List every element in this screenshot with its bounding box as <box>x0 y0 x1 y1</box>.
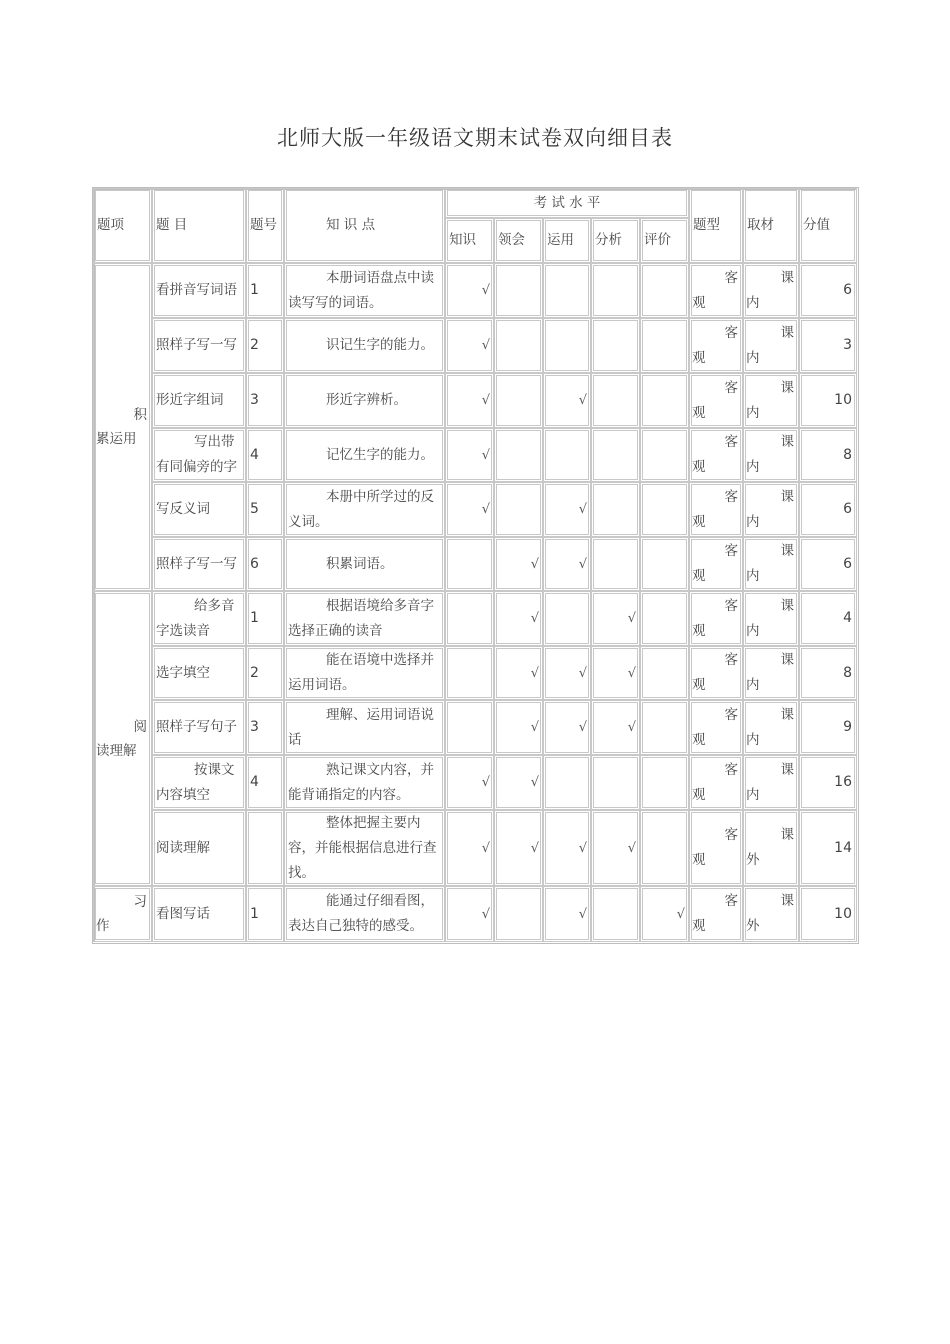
level-mark <box>640 646 689 700</box>
item-text: 给多音字选读音 <box>156 597 235 639</box>
table-row-item <box>152 373 246 428</box>
header-number <box>246 188 284 263</box>
level-mark <box>640 700 689 755</box>
source-text: 课 <box>780 488 794 505</box>
check-mark: √ <box>530 665 539 681</box>
type-text: 观 <box>692 852 706 868</box>
check-mark: √ <box>481 906 490 922</box>
level-mark <box>494 263 543 318</box>
table-row-item <box>152 591 246 646</box>
level-mark <box>543 646 591 700</box>
level-mark <box>591 482 640 537</box>
source-text: 课 <box>780 543 794 559</box>
level-mark <box>543 318 591 373</box>
source-text: 课 <box>780 324 794 341</box>
table-row-number <box>246 373 284 428</box>
check-mark: √ <box>578 502 587 517</box>
level-mark <box>543 537 591 591</box>
number-text: 3 <box>250 392 259 408</box>
category-cell <box>93 263 152 591</box>
header-source <box>743 188 799 263</box>
type-text: 观 <box>692 786 706 803</box>
level-mark <box>445 700 494 755</box>
source-text: 课 <box>780 893 794 909</box>
table-row-item <box>152 537 246 591</box>
table-row-type <box>689 755 743 810</box>
item-text: 阅读理解 <box>156 839 210 856</box>
score-text: 9 <box>843 719 852 735</box>
table-row-knowledge <box>284 263 445 318</box>
knowledge-text: 理解、运用词语说话 <box>288 706 434 748</box>
header-category <box>93 188 152 263</box>
page-title: 北师大版一年级语文期末试卷双向细目表 <box>277 126 673 150</box>
table-row-type <box>689 263 743 318</box>
check-mark: √ <box>530 840 539 856</box>
source-text: 内 <box>746 404 760 421</box>
level-mark <box>591 810 640 886</box>
source-text: 外 <box>746 918 760 934</box>
table-row-score <box>799 591 857 646</box>
item-text: 写反义词 <box>156 501 210 517</box>
knowledge-text: 能通过仔细看图，表达自己独特的感受。 <box>288 893 434 934</box>
header-text: 题 目 <box>156 217 188 233</box>
level-mark <box>591 646 640 700</box>
source-text: 课 <box>780 761 794 778</box>
check-mark: √ <box>481 775 490 790</box>
number-text: 4 <box>250 446 259 463</box>
item-text: 照样子写一写 <box>156 337 237 353</box>
check-mark: √ <box>676 906 685 922</box>
table-row-source <box>743 428 799 482</box>
number-text: 3 <box>250 719 259 735</box>
level-mark <box>445 428 494 482</box>
score-text: 8 <box>843 446 852 463</box>
type-text: 客 <box>724 706 738 723</box>
table-row-item <box>152 755 246 810</box>
table-row-knowledge <box>284 810 445 886</box>
level-mark <box>543 700 591 755</box>
table-row-type <box>689 373 743 428</box>
level-mark <box>543 482 591 537</box>
table-row-item <box>152 700 246 755</box>
level-mark <box>543 810 591 886</box>
table-row-source <box>743 646 799 700</box>
type-text: 客 <box>724 827 738 843</box>
check-mark: √ <box>481 283 490 298</box>
level-mark <box>494 755 543 810</box>
table-row-number <box>246 263 284 318</box>
item-text: 照样子写一写 <box>156 555 237 572</box>
category-first: 阅 <box>133 718 147 735</box>
type-text: 客 <box>724 761 738 778</box>
table-row-score <box>799 373 857 428</box>
source-text: 课 <box>780 379 794 396</box>
category-first: 习 <box>133 894 147 910</box>
level-mark <box>591 318 640 373</box>
table-row-score <box>799 755 857 810</box>
header-level-0 <box>445 218 494 263</box>
check-mark: √ <box>627 840 636 856</box>
score-text: 8 <box>843 664 852 681</box>
table-row-type <box>689 810 743 886</box>
score-text: 3 <box>843 337 852 353</box>
type-text: 客 <box>724 379 738 396</box>
source-text: 内 <box>746 731 760 748</box>
header-text: 取材 <box>747 217 774 233</box>
knowledge-text: 本册中所学过的反义词。 <box>288 488 434 530</box>
knowledge-text: 形近字辨析。 <box>326 392 407 408</box>
table-row-knowledge <box>284 755 445 810</box>
level-mark <box>445 755 494 810</box>
number-text: 5 <box>250 501 259 517</box>
knowledge-text: 熟记课文内容，并能背诵指定的内容。 <box>288 761 434 803</box>
check-mark: √ <box>530 611 539 626</box>
type-text: 观 <box>692 513 706 530</box>
source-text: 课 <box>780 597 794 614</box>
level-mark <box>494 318 543 373</box>
header-level-3 <box>591 218 640 263</box>
check-mark: √ <box>578 840 587 856</box>
item-text: 写出带有同偏旁的字 <box>156 434 237 475</box>
level-mark <box>591 428 640 482</box>
level-mark <box>640 537 689 591</box>
level-mark <box>445 482 494 537</box>
score-text: 10 <box>834 392 852 408</box>
level-mark <box>445 591 494 646</box>
table-row-score <box>799 428 857 482</box>
check-mark: √ <box>578 393 587 408</box>
source-text: 课 <box>780 269 794 286</box>
type-text: 观 <box>692 404 706 421</box>
check-mark: √ <box>530 720 539 735</box>
level-mark <box>640 482 689 537</box>
table-row-source <box>743 373 799 428</box>
header-level-2 <box>543 218 591 263</box>
table-row-knowledge <box>284 646 445 700</box>
level-mark <box>591 537 640 591</box>
check-mark: √ <box>530 775 539 790</box>
score-text: 4 <box>843 610 852 626</box>
number-text: 6 <box>250 555 259 572</box>
check-mark: √ <box>481 840 490 856</box>
table-row-score <box>799 263 857 318</box>
knowledge-text: 本册词语盘点中读读写写的词语。 <box>288 269 434 311</box>
level-mark <box>445 810 494 886</box>
source-text: 内 <box>746 349 760 366</box>
level-mark <box>445 263 494 318</box>
table-row-number <box>246 700 284 755</box>
type-text: 客 <box>724 597 738 614</box>
level-mark <box>640 886 689 942</box>
number-text: 4 <box>250 774 259 790</box>
type-text: 客 <box>724 543 738 559</box>
type-text: 客 <box>724 269 738 286</box>
check-mark: √ <box>530 556 539 572</box>
header-level-4 <box>640 218 689 263</box>
level-mark <box>494 886 543 942</box>
score-text: 16 <box>834 774 852 790</box>
type-text: 客 <box>724 652 738 668</box>
table-row-type <box>689 537 743 591</box>
table-row-number <box>246 537 284 591</box>
type-text: 客 <box>724 488 738 505</box>
table-row-source <box>743 755 799 810</box>
score-text: 6 <box>843 555 852 572</box>
table-row-item <box>152 318 246 373</box>
type-text: 客 <box>724 893 738 909</box>
table-row-type <box>689 886 743 942</box>
level-mark <box>445 886 494 942</box>
header-text: 分析 <box>595 232 622 248</box>
table-row-source <box>743 810 799 886</box>
source-text: 内 <box>746 677 760 693</box>
level-mark <box>640 373 689 428</box>
level-mark <box>445 373 494 428</box>
table-row-number <box>246 646 284 700</box>
knowledge-text: 积累词语。 <box>326 555 394 572</box>
item-text: 照样子写句子 <box>156 719 237 735</box>
header-text: 评价 <box>644 232 671 248</box>
header-text: 知识 <box>449 232 476 248</box>
header-text: 运用 <box>547 232 574 248</box>
level-mark <box>640 810 689 886</box>
table-row-score <box>799 646 857 700</box>
header-item <box>152 188 246 263</box>
level-mark <box>494 373 543 428</box>
check-mark: √ <box>578 556 587 572</box>
table-row-number <box>246 810 284 886</box>
source-text: 内 <box>746 622 760 639</box>
knowledge-text: 记忆生字的能力。 <box>326 446 434 463</box>
table-row-source <box>743 591 799 646</box>
table-row-type <box>689 428 743 482</box>
source-text: 课 <box>780 652 794 668</box>
header-text: 题号 <box>250 217 277 233</box>
table-row-knowledge <box>284 373 445 428</box>
table-row-item <box>152 646 246 700</box>
number-text: 1 <box>250 905 259 922</box>
type-text: 观 <box>692 677 706 693</box>
check-mark: √ <box>627 665 636 681</box>
table-row-item <box>152 886 246 942</box>
check-mark: √ <box>578 665 587 681</box>
level-mark <box>494 428 543 482</box>
item-text: 按课文内容填空 <box>156 761 235 803</box>
table-row-knowledge <box>284 537 445 591</box>
table-row-source <box>743 537 799 591</box>
type-text: 观 <box>692 294 706 311</box>
table-row-knowledge <box>284 428 445 482</box>
table-row-score <box>799 810 857 886</box>
table-row-item <box>152 263 246 318</box>
table-row-number <box>246 591 284 646</box>
level-mark <box>543 428 591 482</box>
level-mark <box>543 755 591 810</box>
level-mark <box>543 591 591 646</box>
table-row-score <box>799 537 857 591</box>
level-mark <box>494 591 543 646</box>
table-row-score <box>799 482 857 537</box>
score-text: 14 <box>834 839 852 856</box>
table-row-knowledge <box>284 886 445 942</box>
check-mark: √ <box>481 447 490 463</box>
item-text: 看拼音写词语 <box>156 282 237 298</box>
table-row-type <box>689 318 743 373</box>
level-mark <box>591 373 640 428</box>
type-text: 客 <box>724 434 738 450</box>
type-text: 观 <box>692 918 706 934</box>
check-mark: √ <box>627 720 636 735</box>
level-mark <box>494 700 543 755</box>
level-mark <box>591 700 640 755</box>
item-text: 选字填空 <box>156 664 210 681</box>
source-text: 内 <box>746 459 760 475</box>
table-row-number <box>246 318 284 373</box>
table-row-knowledge <box>284 700 445 755</box>
table-row-score <box>799 886 857 942</box>
source-text: 内 <box>746 568 760 584</box>
score-text: 10 <box>834 905 852 922</box>
header-knowledge <box>284 188 445 263</box>
table-row-type <box>689 700 743 755</box>
level-mark <box>640 318 689 373</box>
number-text: 2 <box>250 664 259 681</box>
category-rest: 作 <box>96 918 110 934</box>
check-mark: √ <box>481 393 490 408</box>
level-mark <box>494 482 543 537</box>
table-row-score <box>799 700 857 755</box>
table-row-source <box>743 482 799 537</box>
header-level-1 <box>494 218 543 263</box>
check-mark: √ <box>578 906 587 922</box>
source-text: 课 <box>780 706 794 723</box>
category-first: 积 <box>133 407 147 423</box>
type-text: 观 <box>692 349 706 366</box>
table-row-number <box>246 482 284 537</box>
score-text: 6 <box>843 501 852 517</box>
level-mark <box>494 537 543 591</box>
type-text: 观 <box>692 622 706 639</box>
source-text: 内 <box>746 513 760 530</box>
type-text: 客 <box>724 324 738 341</box>
table-row-knowledge <box>284 591 445 646</box>
level-mark <box>494 810 543 886</box>
level-mark <box>494 646 543 700</box>
table-row-score <box>799 318 857 373</box>
item-text: 形近字组词 <box>156 392 224 408</box>
check-mark: √ <box>578 720 587 735</box>
table-row-knowledge <box>284 318 445 373</box>
table-row-type <box>689 482 743 537</box>
knowledge-text: 能在语境中选择并运用词语。 <box>288 652 434 693</box>
table-row-item <box>152 428 246 482</box>
source-text: 内 <box>746 786 760 803</box>
category-rest: 累运用 <box>96 431 137 447</box>
knowledge-text: 识记生字的能力。 <box>326 337 434 353</box>
type-text: 观 <box>692 459 706 475</box>
spec-table <box>92 187 859 944</box>
table-row-type <box>689 591 743 646</box>
knowledge-text: 根据语境给多音字选择正确的读音 <box>288 597 434 639</box>
level-mark <box>640 263 689 318</box>
table-row-number <box>246 755 284 810</box>
number-text: 1 <box>250 610 259 626</box>
source-text: 课 <box>780 434 794 450</box>
score-text: 6 <box>843 282 852 298</box>
number-text: 1 <box>250 282 259 298</box>
category-cell <box>93 591 152 886</box>
check-mark: √ <box>481 502 490 517</box>
header-score <box>799 188 857 263</box>
category-rest: 读理解 <box>96 742 137 759</box>
level-mark <box>591 886 640 942</box>
table-row-number <box>246 428 284 482</box>
category-cell <box>93 886 152 942</box>
table-row-item <box>152 482 246 537</box>
level-mark <box>591 591 640 646</box>
table-row-item <box>152 810 246 886</box>
type-text: 观 <box>692 731 706 748</box>
source-text: 内 <box>746 294 760 311</box>
source-text: 外 <box>746 852 760 868</box>
number-text: 2 <box>250 337 259 353</box>
type-text: 观 <box>692 568 706 584</box>
item-text: 看图写话 <box>156 905 210 922</box>
check-mark: √ <box>481 338 490 353</box>
table-row-source <box>743 318 799 373</box>
header-type <box>689 188 743 263</box>
table-row-source <box>743 700 799 755</box>
level-mark <box>591 755 640 810</box>
header-text: 分值 <box>803 217 830 233</box>
header-text: 题项 <box>97 217 124 233</box>
header-text: 题型 <box>693 217 720 233</box>
level-mark <box>591 263 640 318</box>
level-mark <box>640 428 689 482</box>
header-text: 领会 <box>498 232 525 248</box>
level-mark <box>445 537 494 591</box>
level-mark <box>543 263 591 318</box>
check-mark: √ <box>627 611 636 626</box>
table-row-knowledge <box>284 482 445 537</box>
source-text: 课 <box>780 827 794 843</box>
header-text: 考 试 水 平 <box>533 195 601 211</box>
table-row-source <box>743 886 799 942</box>
table-row-source <box>743 263 799 318</box>
level-mark <box>543 373 591 428</box>
level-mark <box>445 646 494 700</box>
level-mark <box>640 591 689 646</box>
knowledge-text: 整体把握主要内容，并能根据信息进行查找。 <box>288 814 437 881</box>
header-text: 知 识 点 <box>326 217 376 233</box>
level-mark <box>543 886 591 942</box>
table-row-type <box>689 646 743 700</box>
header-level-group <box>445 188 689 218</box>
table-row-number <box>246 886 284 942</box>
level-mark <box>445 318 494 373</box>
level-mark <box>640 755 689 810</box>
